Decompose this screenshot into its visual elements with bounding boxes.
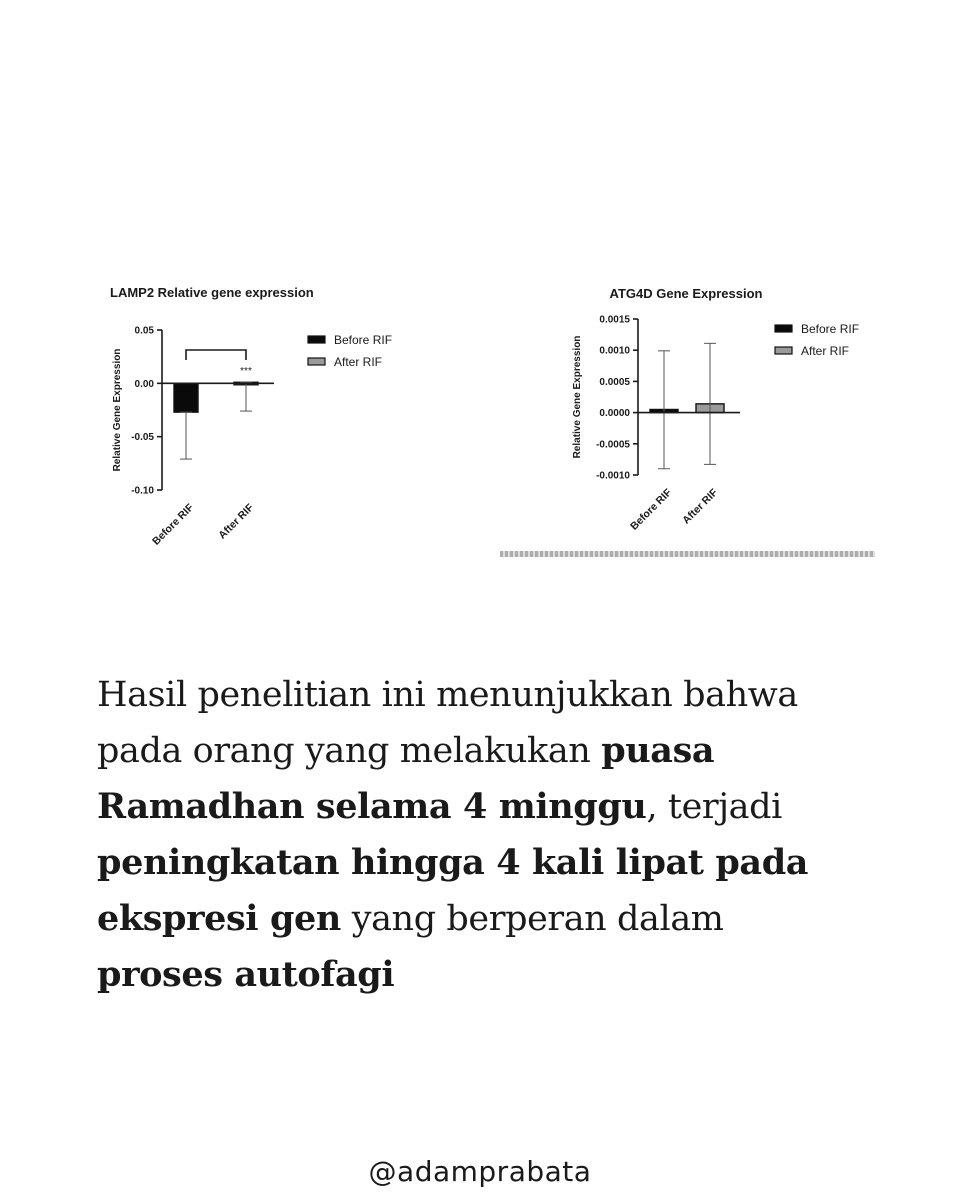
x-category-label: After RIF bbox=[216, 501, 257, 542]
y-tick-label: 0.05 bbox=[134, 325, 154, 337]
legend-swatch bbox=[775, 347, 792, 354]
author-handle[interactable]: @adamprabata bbox=[368, 1155, 592, 1188]
y-tick-label: 0.0010 bbox=[599, 345, 630, 357]
legend-label: After RIF bbox=[801, 344, 850, 358]
y-axis-label: Relative Gene Expression bbox=[572, 335, 583, 459]
body-paragraph bbox=[97, 668, 857, 1003]
body-line-1: Hasil penelitian ini menunjukkan bahwa bbox=[97, 675, 798, 715]
lamp2-chart bbox=[100, 280, 430, 560]
y-tick-label: 0.0005 bbox=[599, 376, 630, 388]
y-tick-label: -0.0010 bbox=[596, 470, 630, 482]
significance-bracket bbox=[186, 350, 246, 360]
legend-swatch bbox=[308, 358, 325, 365]
body-line-4: peningkatan hingga 4 kali lipat pada bbox=[97, 842, 809, 883]
x-category-label: Before RIF bbox=[628, 486, 675, 533]
body-line-3: Ramadhan selama 4 minggu, terjadi bbox=[97, 786, 782, 827]
figure-caption-cropped bbox=[500, 551, 875, 557]
body-line-6: proses autofagi bbox=[97, 954, 395, 995]
legend-label: After RIF bbox=[334, 355, 383, 369]
chart-title: ATG4D Gene Expression bbox=[609, 286, 763, 301]
legend-label: Before RIF bbox=[801, 322, 860, 336]
legend-swatch bbox=[308, 336, 325, 343]
x-category-label: Before RIF bbox=[150, 501, 197, 548]
y-axis-label: Relative Gene Expression bbox=[112, 348, 123, 472]
y-tick-label: -0.0005 bbox=[596, 439, 630, 451]
y-tick-label: 0.0015 bbox=[599, 314, 630, 326]
legend-label: Before RIF bbox=[334, 333, 393, 347]
x-category-label: After RIF bbox=[680, 486, 721, 527]
y-tick-label: -0.05 bbox=[131, 432, 154, 444]
legend-swatch bbox=[775, 325, 792, 332]
body-line-5: ekspresi gen yang berperan dalam bbox=[97, 898, 724, 939]
y-tick-label: -0.10 bbox=[131, 485, 154, 497]
atg4d-chart bbox=[560, 282, 890, 562]
chart-title: LAMP2 Relative gene expression bbox=[110, 285, 314, 300]
significance-label: *** bbox=[240, 366, 252, 377]
bar-before-rif bbox=[174, 383, 198, 412]
y-tick-label: 0.0000 bbox=[599, 408, 630, 420]
body-line-2: pada orang yang melakukan puasa bbox=[97, 730, 715, 771]
y-tick-label: 0.00 bbox=[134, 378, 154, 390]
